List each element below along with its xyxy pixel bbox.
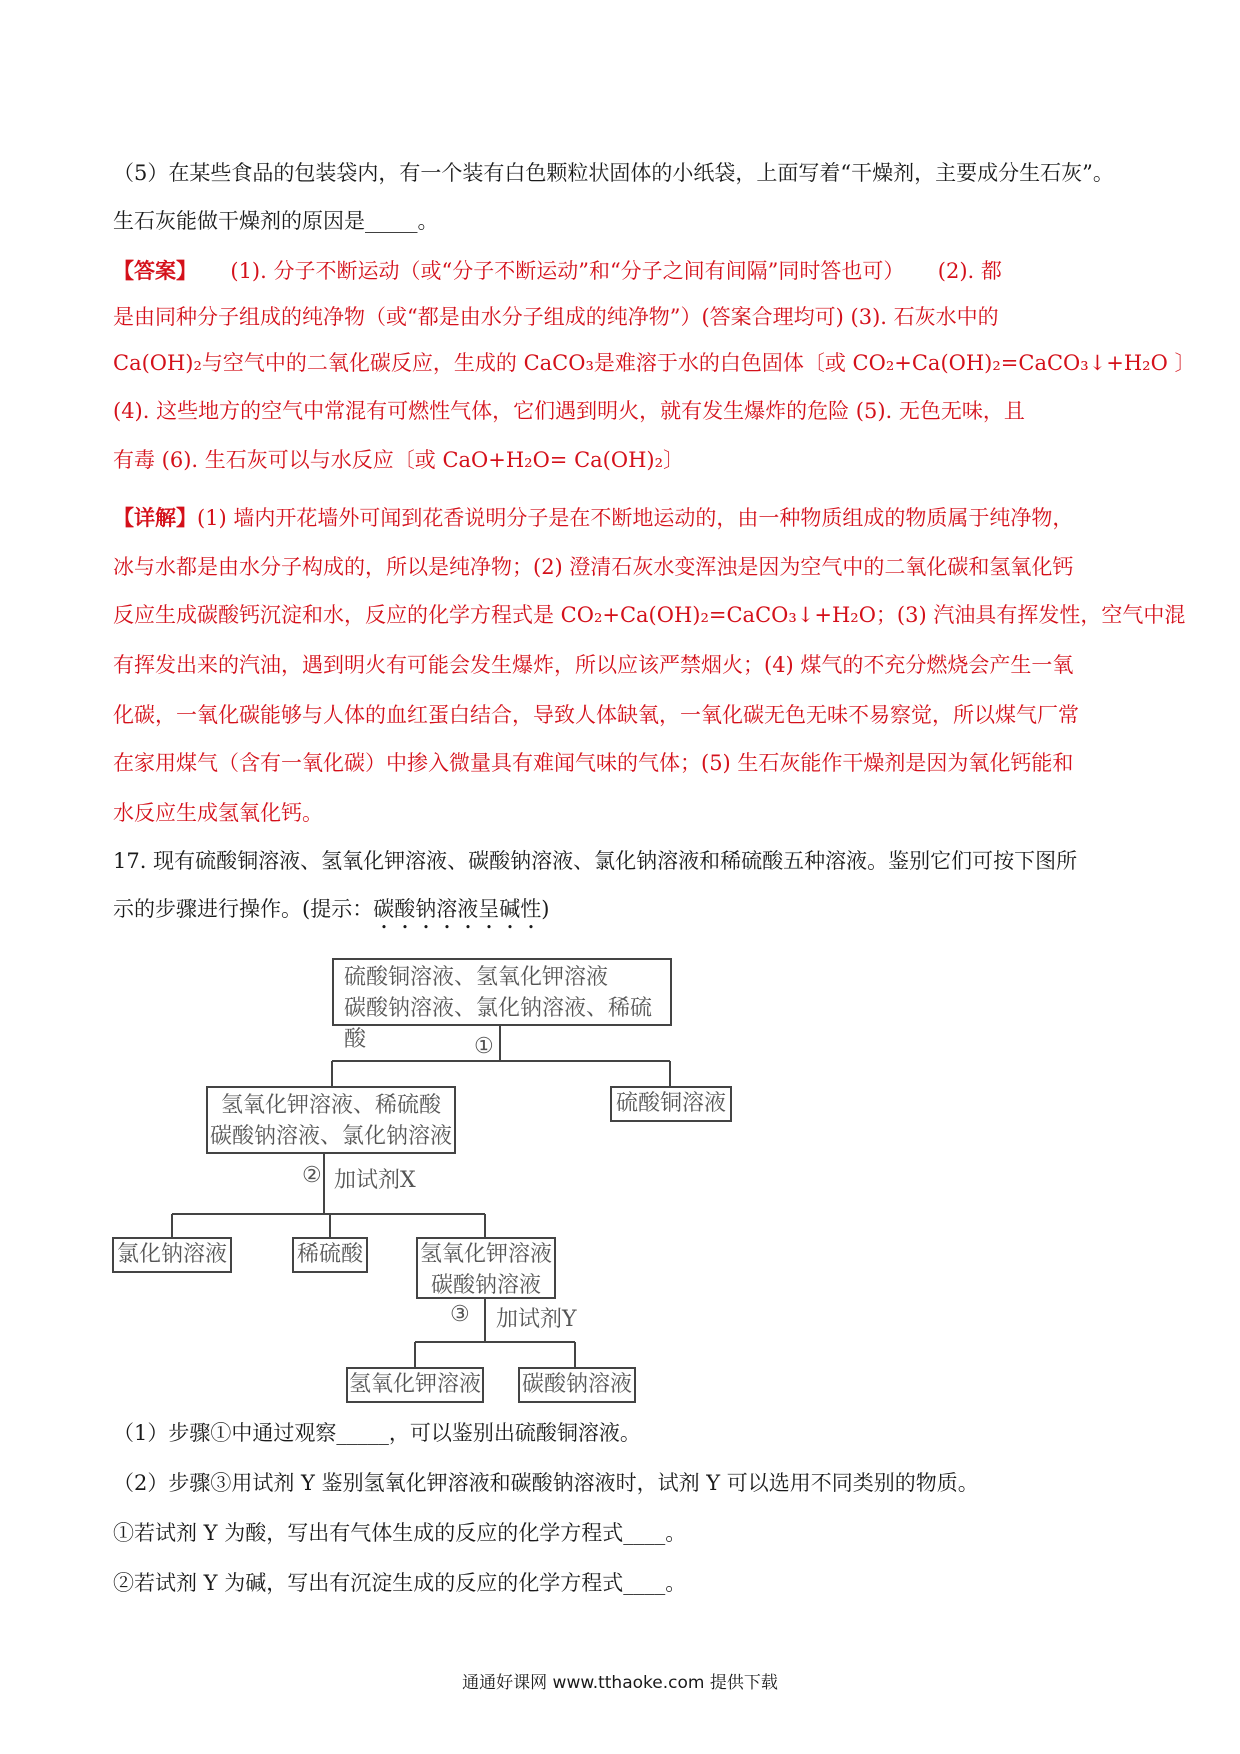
answer-line-4: (4). 这些地方的空气中常混有可燃性气体，它们遇到明火，就有发生爆炸的危险 (5). 无色无味，且 [113,399,1025,423]
flow-box-four-line2: 碳酸钠溶液、氯化钠溶液 [209,1124,452,1149]
q16-part5-line2: 生石灰能做干燥剂的原因是_____。 [113,209,439,233]
answer-line-2: 是由同种分子组成的纯净物（或“都是由水分子组成的纯净物”）(答案合理均可) (3). 石灰水中的 [113,305,999,329]
q17-sub2a: ①若试剂 Y 为酸，写出有气体生成的反应的化学方程式____。 [113,1521,687,1545]
flow-box-all-line1: 硫酸铜溶液、氢氧化钾溶液 [344,965,609,990]
q16-part5-line1: （5）在某些食品的包装袋内，有一个装有白色颗粒状固体的小纸袋，上面写着“干燥剂，主要成分生石灰”。 [113,161,1114,185]
step1-marker: ① [474,1034,494,1059]
detail-text-1: (1) 墙内开花墙外可闻到花香说明分子是在不断地运动的，由一种物质组成的物质属于纯净物， [197,506,1074,530]
detail-line-6: 在家用煤气（含有一氧化碳）中掺入微量具有难闻气味的气体；(5) 生石灰能作干燥剂是因为氧化钙能和 [113,751,1074,775]
flow-box-koh-na2co3 [416,1237,556,1299]
flow-box-nacl: 氯化钠溶液 [112,1237,232,1273]
answer-text-1: (1). 分子不断运动（或“分子不断运动”和“分子之间有间隔”同时答也可） (2). 都 [197,259,1002,283]
q17-intro-pre: 示的步骤进行操作。(提示： [113,897,374,921]
flow-box-all-solutions [332,958,672,1052]
detail-line-7: 水反应生成氢氧化钙。 [113,801,323,825]
detail-line-5: 化碳，一氧化碳能够与人体的血红蛋白结合，导致人体缺氧，一氧化碳无色无味不易察觉，所以煤气厂常 [113,703,1079,727]
detail-line-3: 反应生成碳酸钙沉淀和水，反应的化学方程式是 CO₂+Ca(OH)₂=CaCO₃↓+H₂O；(3) 汽油具有挥发性，空气中混 [113,603,1186,627]
flow-box-four-solutions [206,1086,456,1154]
flow-box-na2co3: 碳酸钠溶液 [518,1367,636,1403]
q17-intro-post: ) [541,897,550,921]
step2-marker: ② [302,1163,322,1188]
answer-line-3: Ca(OH)₂与空气中的二氧化碳反应，生成的 CaCO₃是难溶于水的白色固体〔或 CO₂+Ca(OH)₂=CaCO₃↓+H₂O 〕 [113,351,1196,375]
reagent-x-label: 加试剂X [334,1168,416,1193]
detail-line-4: 有挥发出来的汽油，遇到明火有可能会发生爆炸，所以应该严禁烟火；(4) 煤气的不充分燃烧会产生一氧 [113,653,1074,677]
flow-box-cuso4: 硫酸铜溶液 [610,1086,732,1122]
reagent-y-label: 加试剂Y [496,1307,577,1332]
flow-box-koh-na2co3-line1: 氢氧化钾溶液 [419,1242,552,1267]
q17-hint-emphasis: 碳酸钠溶液呈碱性 [373,897,542,921]
detail-tag: 【详解】 [113,505,197,530]
detail-line-2: 冰与水都是由水分子构成的，所以是纯净物；(2) 澄清石灰水变浑浊是因为空气中的二氧化碳和氢氧化钙 [113,555,1074,579]
flow-box-four-line1: 氢氧化钾溶液、稀硫酸 [220,1093,441,1118]
q17-sub2b: ②若试剂 Y 为碱，写出有沉淀生成的反应的化学方程式____。 [113,1571,687,1595]
flow-box-all-line2: 碳酸钠溶液、氯化钠溶液、稀硫酸 [344,996,653,1052]
flow-box-h2so4: 稀硫酸 [292,1237,368,1273]
answer-line-5: 有毒 (6). 生石灰可以与水反应〔或 CaO+H₂O= Ca(OH)₂〕 [113,448,684,472]
step3-marker: ③ [450,1302,470,1327]
q17-intro-line1: 17. 现有硫酸铜溶液、氢氧化钾溶液、碳酸钠溶液、氯化钠溶液和稀硫酸五种溶液。鉴别它们可按下图所 [113,849,1078,873]
answer-tag: 【答案】 [113,258,197,283]
page-footer: 通通好课网 www.tthaoke.com 提供下载 [462,1673,778,1693]
q17-sub1: （1）步骤①中通过观察_____，可以鉴别出硫酸铜溶液。 [113,1421,641,1445]
flow-box-koh: 氢氧化钾溶液 [346,1367,484,1403]
flow-box-koh-na2co3-line2: 碳酸钠溶液 [430,1273,541,1298]
q17-sub2: （2）步骤③用试剂 Y 鉴别氢氧化钾溶液和碳酸钠溶液时，试剂 Y 可以选用不同类别的物质。 [113,1471,979,1495]
